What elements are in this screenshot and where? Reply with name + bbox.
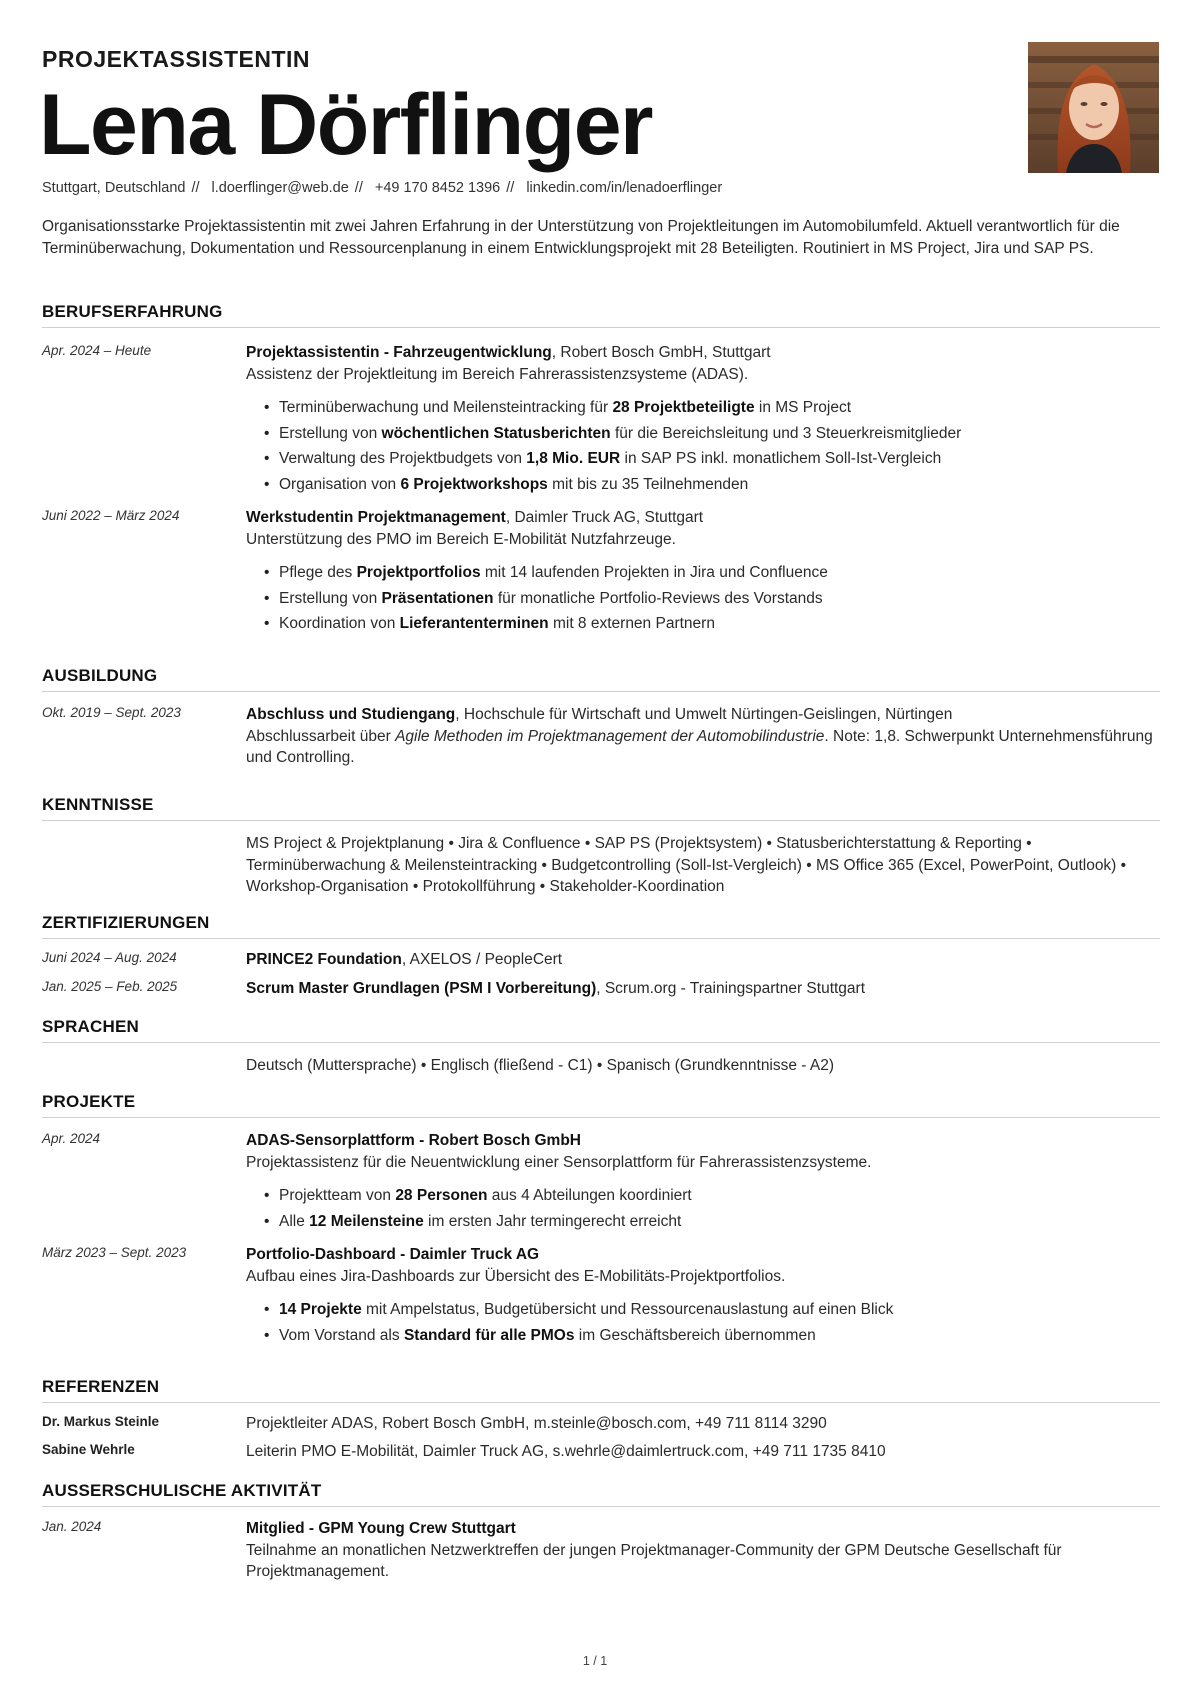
project-entry — [42, 1244, 1160, 1348]
entry-date: Apr. 2024 — [42, 1131, 101, 1146]
entry-org: , Daimler Truck AG, Stuttgart — [505, 509, 704, 526]
contact-email[interactable]: l.doerflinger@web.de — [211, 180, 349, 196]
entry-org: , Scrum.org - Trainingspartner Stuttgart — [596, 979, 866, 997]
cv-header — [39, 42, 1148, 196]
bullet-item: • Projektteam von 28 Personen aus 4 Abteilungen koordiniert — [264, 1183, 1160, 1209]
reference-name: Dr. Markus Steinle — [42, 1414, 160, 1429]
reference-details: Leiterin PMO E-Mobilität, Daimler Truck AG, s.wehrle@daimlertruck.com, +49 711 1735 8410 — [246, 1442, 886, 1460]
bullet-list — [264, 1183, 1160, 1234]
profile-photo — [1028, 42, 1159, 173]
bullet-item: • 14 Projekte mit Ampelstatus, Budgetübersicht und Ressourcenauslastung auf einen Blick — [264, 1297, 1160, 1323]
section-heading: AUSBILDUNG — [42, 666, 1160, 692]
entry-title: Scrum Master Grundlagen (PSM I Vorbereitung) — [246, 979, 597, 997]
experience-entry — [42, 342, 1160, 497]
section-certifications — [42, 913, 1160, 999]
entry-date: Apr. 2024 – Heute — [42, 343, 152, 358]
contact-separator: // — [506, 180, 515, 196]
thesis-title: Agile Methoden im Projektmanagement der Automobilindustrie — [395, 727, 825, 745]
entry-title: Portfolio-Dashboard - Daimler Truck AG — [246, 1246, 540, 1263]
section-education — [42, 666, 1160, 769]
contact-location: Stuttgart, Deutschland — [42, 180, 186, 196]
section-heading: KENNTNISSE — [42, 795, 1160, 821]
contact-linkedin[interactable]: linkedin.com/in/lenadoerflinger — [526, 180, 723, 196]
bullet-list — [264, 395, 1160, 497]
bullet-item: • Terminüberwachung und Meilensteintracking für 28 Projektbeteiligte in MS Project — [264, 395, 1160, 421]
entry-title: ADAS-Sensorplattform - Robert Bosch GmbH — [246, 1132, 581, 1149]
bullet-item: • Pflege des Projektportfolios mit 14 laufenden Projekten in Jira und Confluence — [264, 560, 1160, 586]
reference-name: Sabine Wehrle — [42, 1441, 135, 1457]
section-experience — [42, 302, 1160, 637]
section-languages — [42, 1017, 1160, 1077]
certification-entry — [42, 978, 1160, 1000]
contact-phone[interactable]: +49 170 8452 1396 — [374, 180, 501, 196]
contact-separator: // — [191, 180, 200, 196]
bullet-item: • Vom Vorstand als Standard für alle PMOs im Geschäftsbereich übernommen — [264, 1323, 1160, 1349]
entry-org: , Robert Bosch GmbH, Stuttgart — [551, 344, 771, 361]
entry-title: Abschluss und Studiengang — [246, 706, 456, 723]
entry-title: Projektassistentin - Fahrzeugentwicklung — [246, 344, 552, 361]
section-references — [42, 1377, 1160, 1462]
section-heading: AUSSERSCHULISCHE AKTIVITÄT — [42, 1481, 1160, 1507]
section-projects — [42, 1092, 1160, 1348]
section-heading: BERUFSERFAHRUNG — [42, 302, 1160, 328]
section-heading: SPRACHEN — [42, 1017, 1160, 1043]
project-entry — [42, 1130, 1160, 1234]
entry-description: Aufbau eines Jira-Dashboards zur Übersicht des E-Mobilitäts-Projektportfolios. — [246, 1267, 786, 1285]
contact-line — [42, 180, 728, 196]
bullet-item: • Organisation von 6 Projektworkshops mit bis zu 35 Teilnehmenden — [264, 472, 1160, 498]
portrait-image — [1028, 42, 1159, 173]
entry-description: Teilnahme an monatlichen Netzwerktreffen der jungen Projektmanager-Community der GPM Deutsche Gesellschaft für Projektmanagement. — [246, 1541, 1062, 1580]
bullet-item: • Erstellung von Präsentationen für monatliche Portfolio-Reviews des Vorstands — [264, 586, 1160, 612]
education-entry — [42, 704, 1160, 769]
entry-description: Unterstützung des PMO im Bereich E-Mobilität Nutzfahrzeuge. — [246, 530, 676, 548]
section-heading: ZERTIFIZIERUNGEN — [42, 913, 1160, 939]
profile-summary: Organisationsstarke Projektassistentin mit zwei Jahren Erfahrung in der Unterstützung von Projektleitungen im Automobilumfeld. Aktuell verantwortlich für die Terminüberwachung, Dokumentation und Ressourcenplanung in einem Entwicklungsprojekt mit 28 Beteiligten. Routiniert in MS Project, Jira und SAP PS. — [42, 218, 1120, 257]
candidate-name: Lena Dörflinger — [39, 77, 653, 173]
reference-details: Projektleiter ADAS, Robert Bosch GmbH, m.steinle@bosch.com, +49 711 8114 3290 — [246, 1415, 827, 1432]
entry-org: , AXELOS / PeopleCert — [401, 951, 563, 968]
entry-date: Juni 2024 – Aug. 2024 — [42, 950, 177, 965]
bullet-item: • Erstellung von wöchentlichen Statusberichten für die Bereichsleitung und 3 Steuerkreismitglieder — [264, 421, 1160, 447]
certification-entry — [42, 949, 1160, 971]
contact-separator: // — [354, 180, 363, 196]
entry-date: Jan. 2024 — [42, 1519, 102, 1534]
languages-entry — [42, 1055, 1160, 1077]
entry-description: Abschlussarbeit über Agile Methoden im Projektmanagement der Automobilindustrie. Note: 1,8. Schwerpunkt Unternehmensführung und Controlling. — [246, 727, 1153, 766]
reference-entry — [42, 1441, 1160, 1463]
page-number: 1 / 1 — [582, 1654, 608, 1668]
languages-list: Deutsch (Muttersprache) • Englisch (fließend - C1) • Spanisch (Grundkenntnisse - A2) — [246, 1057, 835, 1074]
reference-entry — [42, 1413, 1160, 1435]
entry-date: Okt. 2019 – Sept. 2023 — [42, 705, 181, 720]
entry-org: , Hochschule für Wirtschaft und Umwelt Nürtingen-Geislingen, Nürtingen — [455, 706, 953, 723]
bullet-item: • Alle 12 Meilensteine im ersten Jahr termingerecht erreicht — [264, 1209, 1160, 1235]
section-heading: REFERENZEN — [42, 1377, 1160, 1403]
skills-entry — [42, 833, 1160, 898]
experience-entry — [42, 507, 1160, 637]
skills-list: MS Project & Projektplanung • Jira & Confluence • SAP PS (Projektsystem) • Statusberichterstattung & Reporting • Terminüberwachung & Meilensteintracking • Budgetcontrolling (Soll-Ist-Vergleich) • MS Office 365 (Excel, PowerPoint, Outlook) • Workshop-Organisation • Protokollführung • Stakeholder-Koordination — [246, 835, 1127, 895]
bullet-item: • Verwaltung des Projektbudgets von 1,8 Mio. EUR in SAP PS inkl. monatlichem Soll-Ist-Vergleich — [264, 446, 1160, 472]
entry-date: Juni 2022 – März 2024 — [42, 508, 180, 523]
entry-date: Jan. 2025 – Feb. 2025 — [42, 978, 178, 994]
section-heading: PROJEKTE — [42, 1092, 1160, 1118]
entry-title: PRINCE2 Foundation — [246, 951, 402, 968]
activity-entry — [42, 1518, 1160, 1583]
section-activities — [42, 1481, 1160, 1583]
bullet-item: • Koordination von Lieferantenterminen mit 8 externen Partnern — [264, 611, 1160, 637]
section-skills — [42, 795, 1160, 898]
entry-title: Mitglied - GPM Young Crew Stuttgart — [246, 1520, 516, 1537]
job-title: PROJEKTASSISTENTIN — [42, 46, 310, 72]
bullet-list — [264, 1297, 1160, 1348]
entry-title: Werkstudentin Projektmanagement — [246, 509, 506, 526]
bullet-list — [264, 560, 1160, 637]
entry-description: Assistenz der Projektleitung im Bereich Fahrerassistenzsysteme (ADAS). — [246, 365, 749, 383]
entry-date: März 2023 – Sept. 2023 — [42, 1245, 187, 1260]
entry-description: Projektassistenz für die Neuentwicklung einer Sensorplattform für Fahrerassistenzsysteme. — [246, 1153, 872, 1171]
